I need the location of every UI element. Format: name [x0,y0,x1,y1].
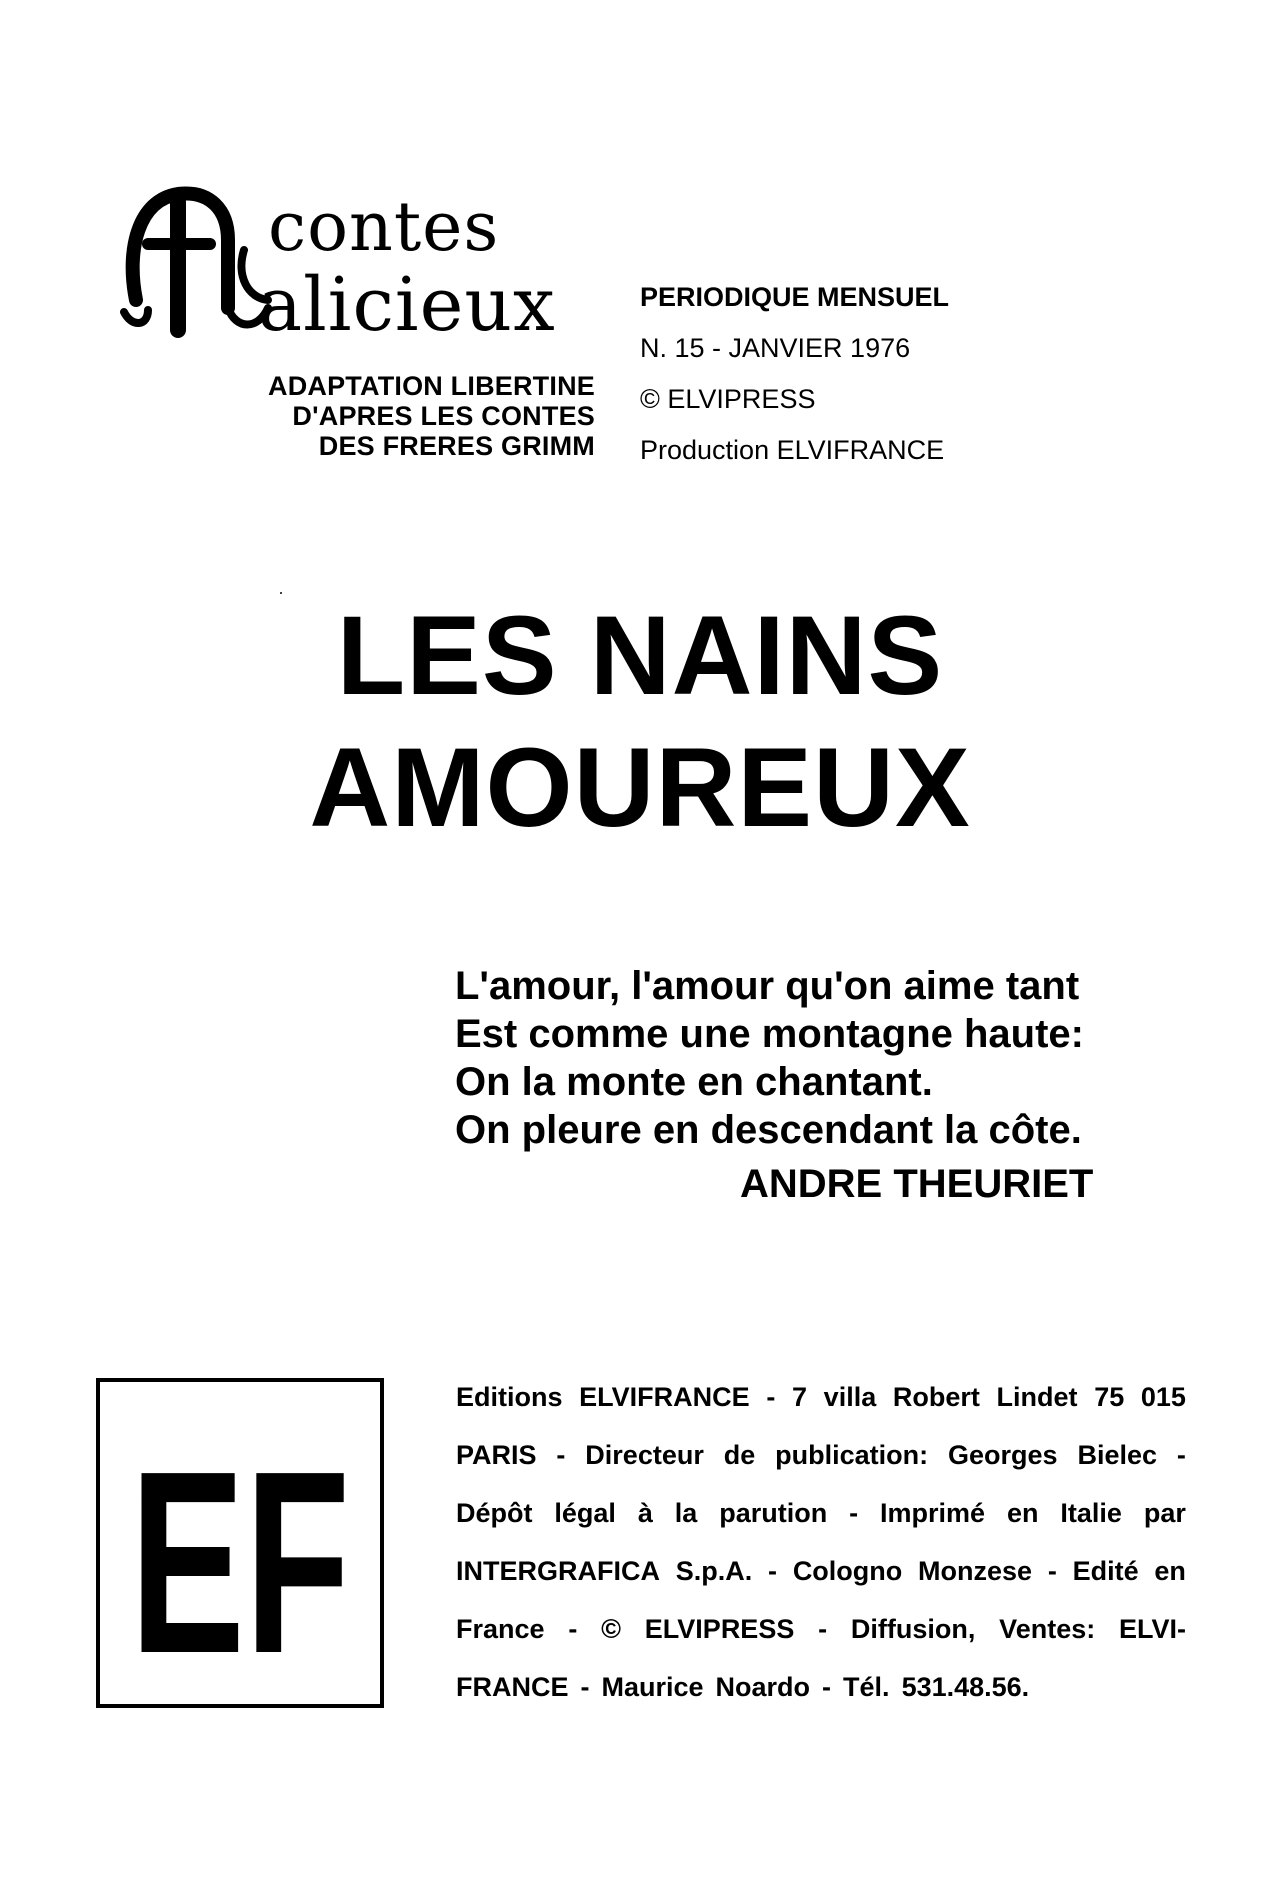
colophon-word: - [768,1556,778,1586]
epigraph-line: On la monte en chantant. [455,1060,933,1104]
colophon-word: 7 [791,1382,808,1412]
colophon-word: France [456,1614,545,1644]
colophon-word: Ventes: [999,1614,1096,1644]
adaptation-line: D'APRES LES CONTES [292,401,595,431]
publisher-mark-text: EF [130,1418,350,1708]
logo-line-contes: contes [268,188,500,267]
colophon-line [456,1426,1186,1484]
colophon-word: 015 [1140,1382,1186,1412]
publisher-logo [100,1382,380,1708]
adaptation-line: DES FRERES GRIMM [318,431,595,461]
colophon-word: ELVIPRESS [644,1614,795,1644]
colophon-word: Robert [892,1382,980,1412]
colophon-word: 75 [1094,1382,1125,1412]
colophon-word: Maurice [601,1672,704,1702]
colophon-word: Lindet [996,1382,1078,1412]
colophon-word: © [601,1614,622,1644]
colophon-word: légal [554,1498,616,1528]
colophon-word: publication: [775,1440,929,1470]
epigraph-line: On pleure en descendant la côte. [455,1108,1082,1152]
colophon-word: - [849,1498,859,1528]
publisher-logo-box [96,1378,384,1708]
story-title [0,590,1280,854]
colophon-line [456,1368,1186,1426]
colophon-word: Georges [948,1440,1058,1470]
colophon-word: la [674,1498,698,1528]
colophon-word: - [1047,1556,1057,1586]
colophon-word: ELVI- [1119,1614,1186,1644]
colophon-line [456,1600,1186,1658]
colophon-word: à [637,1498,653,1528]
issue-number: N. 15 - JANVIER 1976 [640,333,911,363]
colophon-word: 531.48.56. [901,1672,1030,1702]
colophon-word: - [568,1614,578,1644]
colophon-word: - [556,1440,566,1470]
colophon-word: ELVIFRANCE [579,1382,750,1412]
epigraph-line: Est comme une montagne haute: [455,1012,1084,1056]
colophon-word: Tél. [843,1672,890,1702]
periodicity: PERIODIQUE MENSUEL [640,282,950,312]
colophon [456,1368,1186,1716]
colophon-word: Italie [1060,1498,1122,1528]
title-line-2: AMOUREUX [309,725,971,850]
colophon-word: Edité [1072,1556,1139,1586]
colophon-word: - [818,1614,828,1644]
colophon-word: - [580,1672,590,1702]
colophon-word: S.p.A. [675,1556,753,1586]
colophon-word: en [1006,1498,1039,1528]
colophon-word: Noardo [715,1672,811,1702]
colophon-word: - [766,1382,776,1412]
colophon-word: Editions [456,1382,563,1412]
epigraph [455,962,1084,1154]
colophon-word: par [1143,1498,1186,1528]
colophon-line [456,1484,1186,1542]
title-line-1: LES NAINS [336,593,944,718]
colophon-word: Cologno [792,1556,903,1586]
contes-malicieux-logo-graphic [118,180,612,348]
adaptation-line: ADAPTATION LIBERTINE [268,371,595,401]
colophon-word: en [1154,1556,1186,1586]
magazine-logo [118,180,612,348]
colophon-word: villa [823,1382,877,1412]
adaptation-credit [150,371,595,461]
publication-info [640,272,949,476]
colophon-line [456,1658,1186,1716]
colophon-line [456,1542,1186,1600]
colophon-word: - [1176,1440,1186,1470]
copyright-notice: © ELVIPRESS [640,384,816,414]
colophon-word: PARIS [456,1440,537,1470]
colophon-word: de [723,1440,756,1470]
colophon-word: Directeur [585,1440,704,1470]
colophon-word: Monzese [918,1556,1033,1586]
epigraph-line: L'amour, l'amour qu'on aime tant [455,964,1080,1008]
colophon-word: Dépôt [456,1498,533,1528]
colophon-word: - [822,1672,832,1702]
logo-line-alicieux: alicieux [258,262,556,348]
production-credit: Production ELVIFRANCE [640,435,945,465]
colophon-word: Bielec [1077,1440,1158,1470]
colophon-word: Diffusion, [850,1614,976,1644]
colophon-word: Imprimé [880,1498,986,1528]
epigraph-author: ANDRE THEURIET [740,1162,1094,1206]
colophon-word: parution [719,1498,828,1528]
colophon-word: INTERGRAFICA [456,1556,660,1586]
colophon-word: FRANCE [456,1672,569,1702]
